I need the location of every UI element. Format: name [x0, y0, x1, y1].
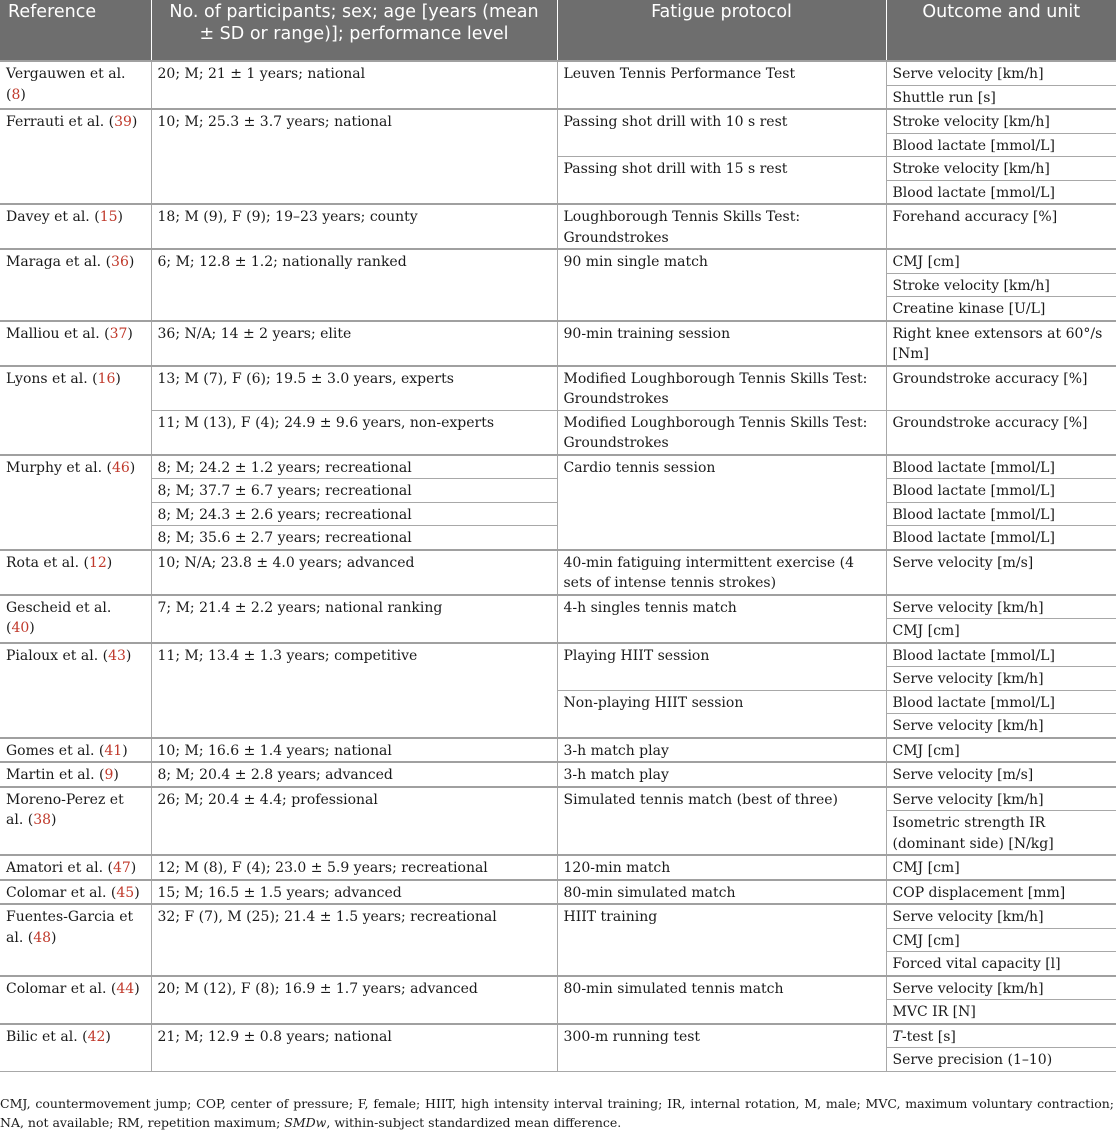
protocol-cell: Non-playing HIIT session — [557, 690, 886, 738]
reference-cell: Lyons et al. (16) — [0, 366, 151, 455]
participants-cell: 13; M (7), F (6); 19.5 ± 3.0 years, experts — [151, 366, 557, 411]
outcome-cell: Serve velocity [km/h] — [886, 904, 1116, 928]
reference-cell: Amatori et al. (47) — [0, 855, 151, 880]
header-reference: Reference — [0, 0, 151, 61]
outcome-cell: Serve velocity [km/h] — [886, 667, 1116, 691]
outcome-cell: Right knee extensors at 60°/s [Nm] — [886, 321, 1116, 366]
table-row — [0, 410, 1116, 455]
protocol-cell: Passing shot drill with 15 s rest — [557, 157, 886, 205]
outcome-cell: Forehand accuracy [%] — [886, 204, 1116, 249]
header-outcome: Outcome and unit — [886, 0, 1116, 61]
outcome-cell: Creatine kinase [U/L] — [886, 297, 1116, 321]
protocol-cell: Cardio tennis session — [557, 455, 886, 550]
citation-link[interactable]: 48 — [33, 929, 52, 946]
outcome-cell: CMJ [cm] — [886, 928, 1116, 952]
reference-cell: Gomes et al. (41) — [0, 738, 151, 763]
protocol-cell: 300-m running test — [557, 1024, 886, 1072]
table-row — [0, 321, 1116, 366]
citation-link[interactable]: 46 — [111, 459, 130, 476]
reference-cell: Moreno-Perez et al. (38) — [0, 787, 151, 856]
table-row — [0, 366, 1116, 411]
participants-cell: 10; M; 16.6 ± 1.4 years; national — [151, 738, 557, 763]
participants-cell: 8; M; 35.6 ± 2.7 years; recreational — [151, 526, 557, 550]
citation-link[interactable]: 8 — [11, 86, 21, 103]
protocol-cell: Modified Loughborough Tennis Skills Test: Groundstrokes — [557, 410, 886, 455]
protocol-cell: 3-h match play — [557, 762, 886, 787]
outcome-cell: T-test [s] — [886, 1024, 1116, 1048]
protocol-cell: Passing shot drill with 10 s rest — [557, 109, 886, 157]
outcome-cell: Serve velocity [km/h] — [886, 595, 1116, 619]
outcome-cell: Stroke velocity [km/h] — [886, 273, 1116, 297]
outcome-cell: Blood lactate [mmol/L] — [886, 502, 1116, 526]
participants-cell: 26; M; 20.4 ± 4.4; professional — [151, 787, 557, 856]
outcome-cell: Blood lactate [mmol/L] — [886, 690, 1116, 714]
table-row — [0, 643, 1116, 667]
outcome-cell: Shuttle run [s] — [886, 85, 1116, 109]
table-row — [0, 904, 1116, 928]
table-row — [0, 204, 1116, 249]
protocol-cell: 90-min training session — [557, 321, 886, 366]
protocol-cell: Playing HIIT session — [557, 643, 886, 691]
table-row — [0, 109, 1116, 133]
outcome-cell: Serve velocity [km/h] — [886, 714, 1116, 738]
protocol-cell: 80-min simulated tennis match — [557, 976, 886, 1024]
participants-cell: 21; M; 12.9 ± 0.8 years; national — [151, 1024, 557, 1072]
reference-cell: Pialoux et al. (43) — [0, 643, 151, 738]
reference-cell: Bilic et al. (42) — [0, 1024, 151, 1072]
table-row — [0, 738, 1116, 763]
citation-link[interactable]: 42 — [87, 1028, 106, 1045]
outcome-cell: CMJ [cm] — [886, 249, 1116, 273]
outcome-cell: Forced vital capacity [l] — [886, 952, 1116, 976]
table-footnote: CMJ, countermovement jump; COP, center of pressure; F, female; HIIT, high intensity interval training; IR, internal rotation, M, male; MVC, maximum voluntary contraction; NA, not available; RM, repetition maximum; SMDw, within-subject standardized mean difference. — [0, 1096, 1114, 1130]
outcome-cell: Blood lactate [mmol/L] — [886, 526, 1116, 550]
protocol-cell: 3-h match play — [557, 738, 886, 763]
outcome-cell: CMJ [cm] — [886, 855, 1116, 880]
participants-cell: 36; N/A; 14 ± 2 years; elite — [151, 321, 557, 366]
participants-cell: 8; M; 24.3 ± 2.6 years; recreational — [151, 502, 557, 526]
outcome-cell: Blood lactate [mmol/L] — [886, 133, 1116, 157]
reference-cell: Malliou et al. (37) — [0, 321, 151, 366]
outcome-cell: Isometric strength IR (dominant side) [N/kg] — [886, 811, 1116, 856]
reference-cell: Ferrauti et al. (39) — [0, 109, 151, 204]
citation-link[interactable]: 12 — [88, 554, 107, 571]
protocol-cell: Simulated tennis match (best of three) — [557, 787, 886, 856]
outcome-cell: Blood lactate [mmol/L] — [886, 643, 1116, 667]
participants-cell: 6; M; 12.8 ± 1.2; nationally ranked — [151, 249, 557, 321]
citation-link[interactable]: 38 — [33, 812, 52, 828]
participants-cell: 32; F (7), M (25); 21.4 ± 1.5 years; recreational — [151, 904, 557, 976]
citation-link[interactable]: 9 — [104, 767, 114, 783]
outcome-cell: Blood lactate [mmol/L] — [886, 479, 1116, 503]
citation-link[interactable]: 36 — [111, 254, 129, 270]
participants-cell: 20; M; 21 ± 1 years; national — [151, 61, 557, 109]
table-header-row — [0, 0, 1116, 61]
participants-cell: 7; M; 21.4 ± 2.2 years; national ranking — [151, 595, 557, 643]
protocol-cell: 80-min simulated match — [557, 880, 886, 905]
table-row — [0, 61, 1116, 85]
reference-cell: Murphy et al. (46) — [0, 455, 151, 550]
header-participants: No. of participants; sex; age [years (mean ± SD or range)]; performance level — [151, 0, 557, 61]
citation-link[interactable]: 44 — [116, 980, 135, 997]
participants-cell: 10; N/A; 23.8 ± 4.0 years; advanced — [151, 550, 557, 595]
protocol-cell: 90 min single match — [557, 249, 886, 321]
table-row — [0, 855, 1116, 880]
outcome-cell: CMJ [cm] — [886, 738, 1116, 763]
table-row — [0, 880, 1116, 905]
table-row — [0, 595, 1116, 619]
citation-link[interactable]: 40 — [11, 620, 30, 636]
table-row — [0, 249, 1116, 273]
protocol-cell: Modified Loughborough Tennis Skills Test: Groundstrokes — [557, 366, 886, 411]
outcome-cell: Serve precision (1–10) — [886, 1048, 1116, 1072]
reference-cell: Colomar et al. (45) — [0, 880, 151, 905]
protocol-cell: 40-min fatiguing intermittent exercise (4 sets of intense tennis strokes) — [557, 550, 886, 595]
participants-cell: 11; M (13), F (4); 24.9 ± 9.6 years, non-experts — [151, 410, 557, 455]
outcome-cell: Serve velocity [km/h] — [886, 61, 1116, 85]
reference-cell: Davey et al. (15) — [0, 204, 151, 249]
table-row — [0, 1024, 1116, 1048]
reference-cell: Colomar et al. (44) — [0, 976, 151, 1024]
protocol-cell: 4-h singles tennis match — [557, 595, 886, 643]
participants-cell: 12; M (8), F (4); 23.0 ± 5.9 years; recreational — [151, 855, 557, 880]
outcome-cell: Serve velocity [km/h] — [886, 976, 1116, 1000]
citation-link[interactable]: 39 — [114, 114, 132, 130]
protocol-cell: HIIT training — [557, 904, 886, 976]
outcome-cell: Stroke velocity [km/h] — [886, 157, 1116, 181]
header-protocol: Fatigue protocol — [557, 0, 886, 61]
outcome-cell: MVC IR [N] — [886, 1000, 1116, 1024]
citation-link[interactable]: 37 — [109, 325, 128, 342]
protocol-cell: Loughborough Tennis Skills Test: Groundstrokes — [557, 204, 886, 249]
participants-cell: 20; M (12), F (8); 16.9 ± 1.7 years; advanced — [151, 976, 557, 1024]
citation-link[interactable]: 41 — [104, 742, 123, 759]
outcome-cell: Serve velocity [m/s] — [886, 762, 1116, 787]
outcome-cell: Stroke velocity [km/h] — [886, 109, 1116, 133]
table-row — [0, 550, 1116, 595]
reference-cell: Rota et al. (12) — [0, 550, 151, 595]
outcome-cell: Blood lactate [mmol/L] — [886, 455, 1116, 479]
citation-link[interactable]: 45 — [116, 884, 135, 901]
outcome-cell: CMJ [cm] — [886, 619, 1116, 643]
reference-cell: Maraga et al. (36) — [0, 249, 151, 321]
outcome-cell: Blood lactate [mmol/L] — [886, 180, 1116, 204]
participants-cell: 8; M; 20.4 ± 2.8 years; advanced — [151, 762, 557, 787]
reference-cell: Vergauwen et al. (8) — [0, 61, 151, 109]
reference-cell: Fuentes-Garcia et al. (48) — [0, 904, 151, 976]
table-row — [0, 455, 1116, 479]
participants-cell: 10; M; 25.3 ± 3.7 years; national — [151, 109, 557, 204]
reference-cell: Gescheid et al. (40) — [0, 595, 151, 643]
table-row — [0, 976, 1116, 1000]
table-row — [0, 762, 1116, 787]
participants-cell: 11; M; 13.4 ± 1.3 years; competitive — [151, 643, 557, 738]
outcome-cell: COP displacement [mm] — [886, 880, 1116, 905]
citation-link[interactable]: 43 — [108, 647, 126, 664]
protocol-cell: 120-min match — [557, 855, 886, 880]
outcome-cell: Groundstroke accuracy [%] — [886, 410, 1116, 455]
citation-link[interactable]: 47 — [112, 860, 131, 876]
outcome-cell: Serve velocity [m/s] — [886, 550, 1116, 595]
protocol-cell: Leuven Tennis Performance Test — [557, 61, 886, 109]
participants-cell: 15; M; 16.5 ± 1.5 years; advanced — [151, 880, 557, 905]
citation-link[interactable]: 16 — [97, 370, 116, 387]
participants-cell: 8; M; 37.7 ± 6.7 years; recreational — [151, 479, 557, 503]
outcome-cell: Serve velocity [km/h] — [886, 787, 1116, 811]
participants-cell: 8; M; 24.2 ± 1.2 years; recreational — [151, 455, 557, 479]
outcome-cell: Groundstroke accuracy [%] — [886, 366, 1116, 411]
reference-cell: Martin et al. (9) — [0, 762, 151, 787]
participants-cell: 18; M (9), F (9); 19–23 years; county — [151, 204, 557, 249]
table-row — [0, 787, 1116, 811]
citation-link[interactable]: 15 — [99, 209, 118, 225]
